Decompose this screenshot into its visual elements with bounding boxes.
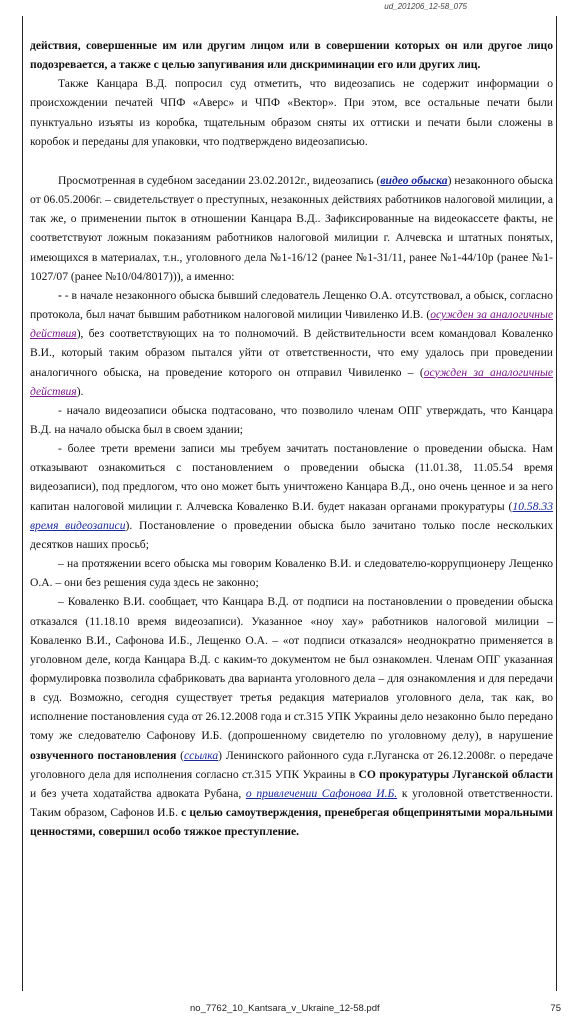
p4-text-a: - в начале незаконного обыска бывший следователь Лещенко О.А. отсутствовал, а обыск, согласно протокола, был начат бывшим работником налоговой милиции Чивиленко И.В. ( [30, 288, 553, 322]
page-number: 75 [550, 1003, 561, 1014]
paragraph-2: Также Канцара В.Д. попросил суд отметить, что видеозапись не содержит информации о происхождении печатей ЧПФ «Аверс» и ЧПФ «Вектор». При этом, все остальные печати были пунктуально изъяты из коробка, тщательным образом сняты их оттиски и печати были сложены в коробок и переданы для упаковки, что подтверждено видеозаписью. [30, 77, 553, 148]
document-body [30, 36, 553, 841]
paragraph-1: действия, совершенные им или другим лицом или в совершении которых он или другое лицо подозревается, а также с целью запугивания или дискриминации его или других лиц. [30, 39, 553, 72]
p8-text-c: ) Ленинского районного суда г.Луганска от 26.12.2008г. о передаче уголовного дела для исполнения согласно ст.315 УПК Украины в [30, 748, 553, 781]
p4-dash: - [58, 288, 65, 302]
p6-text-b: ). Постановление о проведении обыска было зачитано только после нескольких десятков наших просьб; [30, 518, 553, 551]
p8-bold-1: озвученного постановления [30, 748, 177, 762]
p8-text-e: к уголовной ответственности. Таким образом, Сафонов И.Б. [30, 786, 554, 820]
video-time-link[interactable]: 10.58.33 время видеозаписи [30, 499, 553, 532]
p6-text-a: - более трети времени записи мы требуем зачитать постановление о проведении обыска. Нам отказывают ознакомиться с постановлением о проведении обыска (11.01.38, 11.05.54 время видеозаписи), под предлогом, что оно может быть уничтожено Канцара В.Д., оно очень ценное и за него капитан налоговой милиции г. Алчевска Коваленко В.И. будет наказан органами прокуратуры ( [30, 442, 553, 513]
p4-text-b: ), без соответствующих на то полномочий. В действительности всем командовал Коваленко В.И., который таким образом пытался уйти от ответственности, что ему удалось при проведении аналогичного обыска, на проведение которого он отправил Чивиленко – ( [30, 327, 553, 379]
paragraph-6 [30, 439, 553, 554]
convicted-link-1[interactable]: осужден за аналогичные действия [30, 308, 554, 341]
footer-filename: no_7762_10_Kantsara_v_Ukraine_12-58.pdf [190, 1003, 380, 1014]
paragraph-5: - начало видеозаписи обыска подтасовано, что позволило членам ОПГ утверждать, что Канцара В.Д. на начало обыска был в своем здании; [30, 403, 553, 436]
p3-text-a: Просмотренная в судебном заседании 23.02.2012г., видеозапись ( [58, 173, 381, 187]
convicted-link-2[interactable]: осужден за аналогичные действия [30, 365, 553, 398]
reference-link[interactable]: ссылка [184, 748, 219, 762]
paragraph-3 [30, 171, 553, 286]
paragraph-4 [30, 286, 553, 401]
p3-text-b: ) незаконного обыска от 06.05.2006г. – свидетельствует о преступных, незаконных действиях работников налоговой милиции, а так же, о применении пыток в отношении Канцара В.Д.. Зафиксированные на видеокассете факты, не соответствуют ложным показаниям работников налоговой милиции г. Алчевска и штатных понятых, имеющихся в материалах, т.н., уголовного дела №1-16/12 (ранее №1-31/11, ранее №1-44/10р (ранее №1-1027/07 (ранее №10/04/8017))), а именно: [30, 173, 553, 283]
safonov-link[interactable]: о привлечении Сафонова И.Б. [245, 786, 398, 800]
document-code: ud_201206_12-58_075 [384, 2, 467, 11]
p8-bold-3: с целью самоутверждения, пренебрегая общепринятыми моральными ценностями, совершил особо тяжкое преступление. [30, 806, 553, 839]
p8-bold-2: СО прокуратуры Луганской области [358, 767, 553, 781]
paragraph-gap [30, 151, 553, 171]
video-search-link[interactable]: видео обыска [380, 173, 448, 187]
p8-text-b: ( [176, 748, 185, 762]
paragraph-8 [30, 592, 553, 841]
p8-text-a: – Коваленко В.И. сообщает, что Канцара В.Д. от подписи на постановлении о проведении обыска отказался (11.18.10 время видеозаписи). Указанное «ноу хау» работников налоговой милиции – Коваленко В.И., Сафонова И.Б., Лещенко О.А. – «от подписи отказался» неоднократно применяется в уголовном деле, когда Канцара В.Д. с каким-то документом не был ознакомлен. Членам ОПГ указанная формулировка позволила сфабриковать два варианта уголовного дела – для ознакомления и для передачи в суд. Возможно, сегодня существует третья редакция материалов уголовного дела, так как, во исполнение постановления суда от 26.12.2008 года и ст.315 УПК Украины дело незаконно было передано тому же следователю Сафонову И.Б. (допрошенному свидетелю по уголовному делу), в нарушение [30, 595, 553, 743]
paragraph-7: – на протяжении всего обыска мы говорим Коваленко В.И. и следователю-коррупционеру Лещенко О.А. – они без решения суда здесь не законно; [30, 557, 553, 590]
p4-text-c: ). [76, 384, 84, 398]
p8-text-d: и без учета ходатайства адвоката Рубана, [30, 786, 246, 800]
